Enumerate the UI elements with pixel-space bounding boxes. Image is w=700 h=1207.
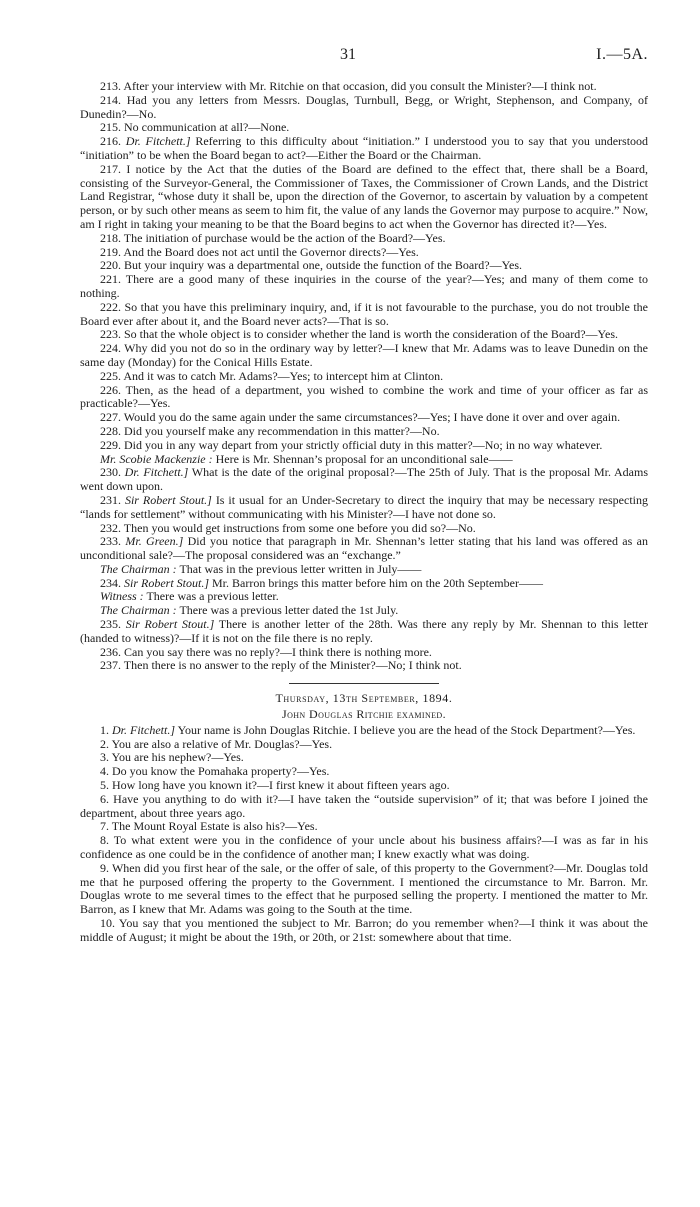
question-paragraph — [80, 779, 648, 793]
question-text: To what extent were you in the confidence of your uncle about his business affairs?—I was as far in his confidence as one could be in the confidence of another man; I knew exactly what was doing. — [80, 833, 648, 862]
question-text: You say that you mentioned the subject to Mr. Barron; do you remember when?—I think it was about the middle of August; it might be about the 19th, or 20th, or 21st: somewhere about that time. — [80, 916, 649, 944]
document-page — [80, 0, 648, 945]
question-paragraph — [80, 425, 648, 439]
question-number: 216. — [100, 134, 121, 149]
question-number: 213. — [100, 79, 121, 93]
interjection — [80, 563, 648, 577]
question-paragraph — [80, 246, 648, 260]
question-number: 2. — [100, 736, 109, 751]
question-number: 8. — [100, 833, 109, 848]
question-number: 235. — [100, 617, 121, 632]
question-number: 232. — [100, 520, 121, 535]
question-number: 237. — [100, 658, 121, 673]
question-paragraph — [80, 273, 648, 301]
question-text: Your name is John Douglas Ritchie. I believe you are the head of the Stock Department?—Yes. — [177, 722, 636, 737]
question-paragraph — [80, 535, 648, 563]
speaker-label: Witness : — [100, 589, 144, 604]
question-paragraph — [80, 862, 648, 917]
interjection — [80, 604, 648, 618]
interjection-text: Here is Mr. Shennan’s proposal for an unconditional sale—— — [215, 451, 513, 466]
question-text: Would you do the same again under the same circumstances?—Yes; I have done it over and over again. — [123, 410, 621, 425]
testimony-block — [80, 618, 648, 673]
page-header — [80, 0, 648, 80]
question-text: Why did you not do so in the ordinary way by letter?—I knew that Mr. Adams was to leave Dunedin on the same day (Monday) for the Conical Hills Estate. — [80, 341, 648, 369]
question-number: 219. — [100, 244, 121, 259]
question-number: 7. — [100, 819, 109, 834]
question-number: 9. — [100, 860, 109, 875]
question-text: You are his nephew?—Yes. — [111, 750, 244, 765]
question-text: I notice by the Act that the duties of the Board are defined to the effect that, there shall be a Board, consisting of the Surveyor-General, the Commissioner of Taxes, the Commissioner of Crown Lands, and the District Land Registrar, “whose duty it shall be, upon the direction of the Governor, to ascertain by valuation by a competent person, or by such other means as seem to him fit, the value of any lands the Governor may purpose to acquire.” Now, am I right in taking your meaning to be that the Board begins to act when the Governor has directed it?—Yes. — [80, 161, 648, 231]
question-text: You are also a relative of Mr. Douglas?—Yes. — [111, 736, 333, 751]
question-text: Then, as the head of a department, you wished to combine the work and time of your officer as far as practicable?—Yes. — [80, 382, 648, 411]
question-number: 223. — [100, 327, 121, 342]
question-text: Did you yourself make any recommendation in this matter?—No. — [124, 423, 440, 438]
question-paragraph — [80, 135, 648, 163]
question-paragraph — [80, 494, 648, 522]
question-number: 1. — [100, 722, 109, 737]
speaker-label: The Chairman : — [100, 603, 177, 618]
interjection-text: There was a previous letter dated the 1st July. — [179, 603, 399, 618]
question-number: 230. — [100, 465, 121, 480]
question-number: 215. — [100, 120, 121, 135]
question-number: 6. — [100, 791, 109, 806]
question-text: But your inquiry was a departmental one, outside the function of the Board?—Yes. — [124, 258, 523, 273]
question-number: 217. — [100, 161, 121, 176]
question-text: Referring to this difficulty about “initiation.” I understood you to say that you understood “initiation” to be when the Board began to act?—Either the Board or the Chairman. — [80, 134, 649, 162]
speaker-label: Sir Robert Stout.] — [124, 492, 212, 507]
question-text: And the Board does not act until the Governor directs?—Yes. — [123, 244, 419, 259]
question-number: 10. — [100, 916, 115, 931]
speaker-label: Sir Robert Stout.] — [124, 575, 210, 590]
speaker-label: Dr. Fitchett.] — [112, 722, 175, 737]
question-paragraph — [80, 724, 648, 738]
question-number: 236. — [100, 644, 121, 659]
question-text: Have you anything to do with it?—I have taken the “outside supervision” of it; that was before I joined the department, about three years ago. — [80, 791, 648, 820]
question-paragraph — [80, 384, 648, 412]
question-text: So that the whole object is to consider whether the land is worth the consideration of the Board?—Yes. — [124, 327, 619, 342]
question-number: 4. — [100, 764, 109, 779]
interjection-text: There was a previous letter. — [146, 589, 279, 604]
question-paragraph — [80, 577, 648, 591]
question-number: 227. — [100, 410, 121, 425]
question-text: So that you have this preliminary inquiry, and, if it is not favourable to the purchase, you do not trouble the Board ever after about it, and the Board never acts?—That is so. — [80, 299, 649, 328]
question-number: 234. — [100, 575, 121, 590]
question-text: Can you say there was no reply?—I think there is nothing more. — [124, 644, 432, 659]
speaker-label: Mr. Scobie Mackenzie : — [100, 451, 213, 466]
question-text: Then you would get instructions from some one before you did so?—No. — [123, 520, 476, 535]
question-text: The Mount Royal Estate is also his?—Yes. — [111, 819, 318, 834]
question-text: Then there is no answer to the reply of the Minister?—No; I think not. — [123, 658, 462, 673]
question-paragraph — [80, 163, 648, 232]
question-paragraph — [80, 522, 648, 536]
question-text: Do you know the Pomahaka property?—Yes. — [112, 764, 330, 779]
question-number: 214. — [100, 92, 121, 107]
question-text: After your interview with Mr. Ritchie on that occasion, did you consult the Minister?—I think not. — [123, 79, 597, 93]
question-number: 3. — [100, 750, 109, 765]
interjection-text: That was in the previous letter written in July—— — [179, 561, 422, 576]
testimony-block — [80, 466, 648, 563]
testimony-block — [80, 724, 648, 945]
question-paragraph — [80, 820, 648, 834]
question-text: Did you notice that paragraph in Mr. Shennan’s letter stating that his land was offered as an unconditional sale?—The proposal considered was an “exchange.” — [80, 534, 648, 563]
question-paragraph — [80, 834, 648, 862]
question-paragraph — [80, 738, 648, 752]
question-paragraph — [80, 301, 648, 329]
speaker-label: Sir Robert Stout.] — [125, 617, 215, 632]
question-number: 222. — [100, 299, 121, 314]
question-number: 226. — [100, 382, 121, 397]
document-reference: I.—5A. — [596, 46, 648, 63]
question-paragraph — [80, 466, 648, 494]
question-number: 221. — [100, 272, 121, 287]
question-text: The initiation of purchase would be the action of the Board?—Yes. — [123, 230, 446, 245]
question-paragraph — [80, 646, 648, 660]
question-paragraph — [80, 342, 648, 370]
question-text: How long have you known it?—I first knew it about fifteen years ago. — [112, 778, 450, 793]
question-number: 233. — [100, 534, 121, 549]
question-paragraph — [80, 328, 648, 342]
question-number: 225. — [100, 368, 121, 383]
question-text: No communication at all?—None. — [124, 120, 290, 135]
question-paragraph — [80, 439, 648, 453]
question-paragraph — [80, 765, 648, 779]
speaker-label: Dr. Fitchett.] — [124, 465, 189, 480]
question-text: There are a good many of these inquiries in the course of the year?—Yes; and many of them come to nothing. — [80, 272, 648, 300]
question-text: And it was to catch Mr. Adams?—Yes; to intercept him at Clinton. — [123, 368, 444, 383]
question-paragraph — [80, 121, 648, 135]
session-date: Thursday, 13th September, 1894. — [275, 691, 453, 706]
question-paragraph — [80, 917, 648, 945]
question-number: 231. — [100, 492, 121, 507]
interjection — [80, 590, 648, 604]
question-paragraph — [80, 618, 648, 646]
speaker-label: Dr. Fitchett.] — [125, 134, 191, 149]
question-paragraph — [80, 94, 648, 122]
question-number: 220. — [100, 258, 121, 273]
body-text — [80, 80, 648, 945]
question-text: Is it usual for an Under-Secretary to direct the inquiry that may be necessary respecting “lands for settlement” without communicating with his Minister?—I have not done so. — [80, 492, 648, 521]
question-text: What is the date of the original proposal?—The 25th of July. That is the proposal Mr. Adams went down upon. — [80, 465, 648, 494]
question-text: Did you in any way depart from your strictly official duty in this matter?—No; in no way whatever. — [124, 437, 603, 452]
question-number: 229. — [100, 437, 121, 452]
question-text: When did you first hear of the sale, or the offer of sale, of this property to the Government?—Mr. Douglas told me that he purposed offering the property to the Government. I mentioned the circumstance to Mr. Barron. Mr. Douglas wrote to me several times to the effect that he purposed selling the property. I mentioned the matter to Mr. Barron, as I knew that Mr. Adams was going to the South at the time. — [80, 860, 648, 917]
question-number: 218. — [100, 230, 121, 245]
question-text: There is another letter of the 28th. Was there any reply by Mr. Shennan to this letter (handed to witness)?—If it is not on the file there is no reply. — [80, 617, 648, 645]
question-paragraph — [80, 659, 648, 673]
section-divider — [289, 683, 439, 684]
testimony-block — [80, 80, 648, 453]
question-paragraph — [80, 80, 648, 94]
question-paragraph — [80, 370, 648, 384]
question-text: Mr. Barron brings this matter before him on the 20th September—— — [212, 575, 543, 590]
question-number: 228. — [100, 423, 121, 438]
question-paragraph — [80, 793, 648, 821]
speaker-label: Mr. Green.] — [125, 534, 184, 549]
question-text: Had you any letters from Messrs. Douglas, Turnbull, Begg, or Wright, Stephenson, and Company, of Dunedin?—No. — [80, 92, 648, 121]
question-paragraph — [80, 259, 648, 273]
page-number: 31 — [340, 46, 356, 63]
witness-heading: John Douglas Ritchie examined. — [282, 707, 446, 722]
question-number: 224. — [100, 341, 121, 356]
question-number: 5. — [100, 778, 109, 793]
question-paragraph — [80, 751, 648, 765]
question-paragraph — [80, 232, 648, 246]
interjection — [80, 453, 648, 467]
question-paragraph — [80, 411, 648, 425]
speaker-label: The Chairman : — [100, 561, 177, 576]
